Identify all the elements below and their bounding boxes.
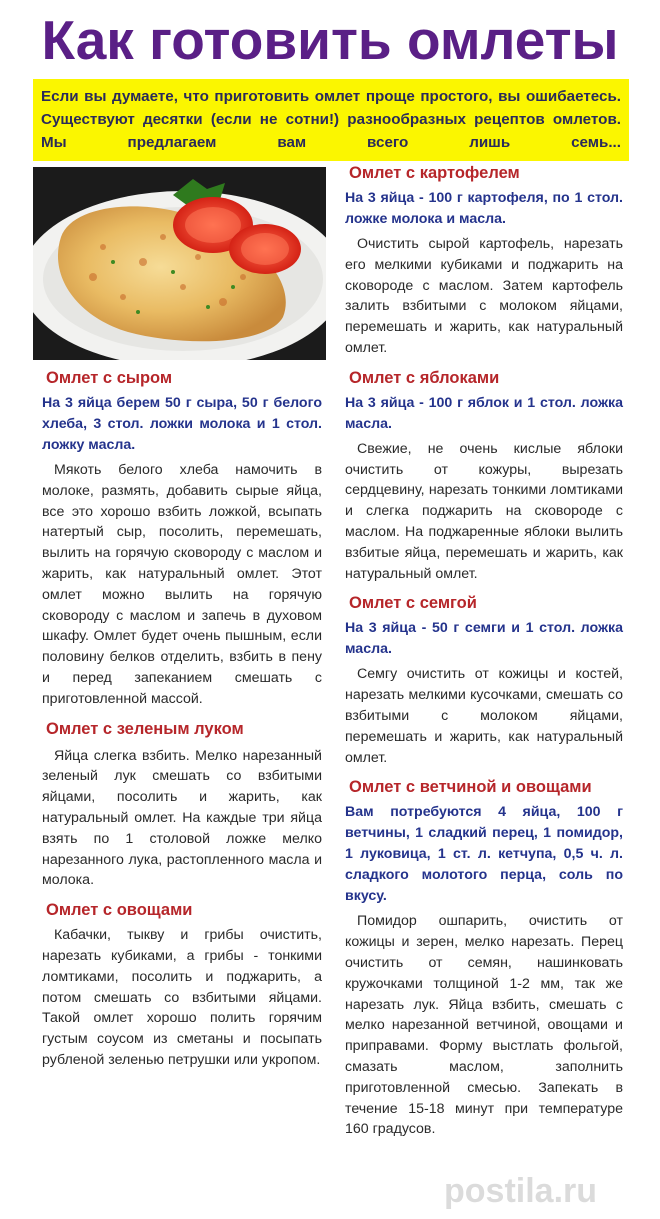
right-column bbox=[341, 162, 623, 1140]
recipe-green-onion-text: Яйца слегка взбить. Мелко нарезанный зеленый лук смешать со взбитыми яйцами, посолить и жарить, как натуральный омлет. На каждые три яйца взять по 1 столовой ложке мелко нарезанного лука, растопленного масла и молока. bbox=[42, 747, 322, 889]
recipe-cheese-text: Мякоть белого хлеба намочить в молоке, размять, добавить сырые яйца, все это хорошо взбить ложкой, всыпать натертый сыр, посолить, перемешать, вылить на горячую сковороду с маслом и жарить, как натуральный омлет. Этот омлет можно вылить на горячую сковороду с маслом и запечь в духовом шкафу. Омлет будет очень пышным, если половину белков отделить, взбить в пену и перед запеканием смешать с приготовленной массой. bbox=[42, 462, 322, 707]
recipe-apples-ingredients: На 3 яйца - 100 г яблок и 1 стол. ложка масла. bbox=[345, 394, 623, 432]
recipe-apples-text: Свежие, не очень кислые яблоки очистить от кожуры, вырезать сердцевину, нарезать тонкими ломтиками и слегка поджарить на сковороде с маслом. На поджаренные яблоки вылить взбитые яйца, перемешать и жарить, как натуральный омлет. bbox=[345, 440, 623, 582]
recipe-salmon-text: Семгу очистить от кожицы и костей, нарезать мелкими кусочками, смешать со взбитыми с молоком яйцами, перемешать и жарить, как натуральный омлет. bbox=[345, 666, 623, 766]
recipe-ham-ingredients: Вам потребуются 4 яйца, 100 г ветчины, 1 сладкий перец, 1 помидор, 1 луковица, 1 ст. л. кетчупа, 0,5 ч. л. сладкого молотого перца, соль по вкусу. bbox=[345, 804, 623, 905]
intro-box bbox=[33, 79, 629, 161]
recipe-salmon-title: Омлет с семгой bbox=[349, 594, 477, 613]
recipe-vegetables-title: Омлет с овощами bbox=[46, 901, 193, 920]
recipe-salmon-ingredients: На 3 яйца - 50 г семги и 1 стол. ложка масла. bbox=[345, 620, 623, 658]
left-column bbox=[38, 367, 322, 1071]
recipe-potato-title: Омлет с картофелем bbox=[349, 164, 520, 182]
recipe-cheese-title: Омлет с сыром bbox=[46, 369, 173, 387]
page-title: Как готовить омлеты bbox=[41, 9, 619, 71]
intro-text: Если вы думаете, что приготовить омлет проще простого, вы ошибаетесь. Существуют десятки (если не сотни!) разнообразных рецептов омлетов. Мы предлагаем вам всего лишь семь... bbox=[41, 88, 621, 151]
recipe-cheese-ingredients: На 3 яйца берем 50 г сыра, 50 г белого хлеба, 3 стол. ложки молока и 1 стол. ложку масла. bbox=[42, 395, 322, 453]
recipe-potato-text: Очистить сырой картофель, нарезать его мелкими кубиками и поджарить на сковороде с маслом. Затем картофель залить взбитыми с молоком яйцами, перемешать и жарить, как натуральный омлет. bbox=[345, 236, 623, 356]
omelette-photo bbox=[33, 167, 326, 360]
watermark: postila.ru bbox=[444, 1172, 598, 1210]
omelette-illustration bbox=[33, 167, 326, 360]
recipe-ham-title: Омлет с ветчиной и овощами bbox=[349, 778, 592, 797]
recipe-ham-text: Помидор ошпарить, очистить от кожицы и зерен, мелко нарезать. Перец очистить от семян, нашинковать кружочками толщиной 1-2 мм, так же нарезать лук. Яйца взбить, смешать с мелко нарезанной ветчиной, овощами и приправами. Форму выстлать фольгой, смазать маслом, заполнить приготовленной смесью. Запекать в течение 15-18 минут при температуре 160 градусов. bbox=[345, 913, 623, 1138]
recipe-potato-ingredients: На 3 яйца - 100 г картофеля, по 1 стол. ложке молока и масла. bbox=[345, 190, 623, 227]
recipe-vegetables-text: Кабачки, тыкву и грибы очистить, нарезать кубиками, а грибы - тонкими ломтиками, посолить и поджарить, а потом смешать со взбитыми яйцами. Такой омлет хорошо полить горячим густым соусом из сметаны и посыпать рубленой зеленью петрушки или укропом. bbox=[42, 927, 322, 1068]
recipe-apples-title: Омлет с яблоками bbox=[349, 368, 500, 387]
recipe-green-onion-title: Омлет с зеленым луком bbox=[46, 719, 244, 738]
